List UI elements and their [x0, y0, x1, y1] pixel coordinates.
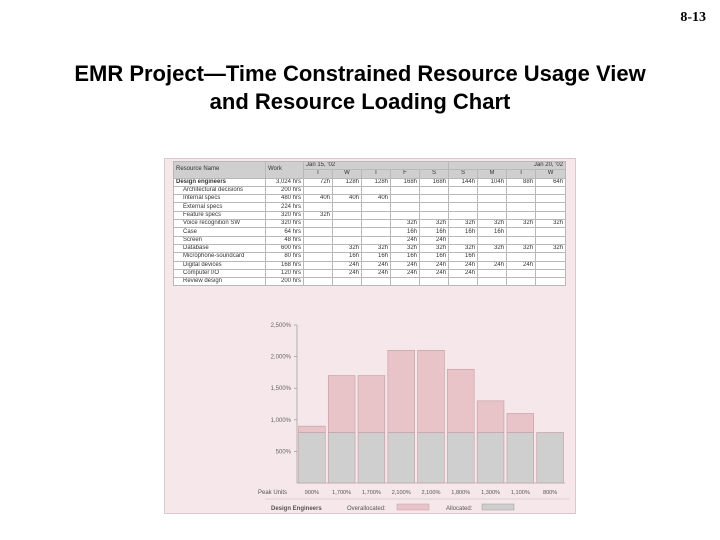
bar-overallocated: [299, 426, 326, 432]
hours-cell: [449, 211, 478, 219]
hours-cell: [304, 269, 333, 277]
resource-name-cell: Database: [174, 244, 266, 252]
work-cell: 3,024 hrs: [266, 178, 304, 186]
hours-cell: 40h: [362, 195, 391, 203]
hours-cell: 16h: [420, 228, 449, 236]
hours-cell: 32h: [449, 220, 478, 228]
resource-name-cell: Screen: [174, 236, 266, 244]
hours-cell: [391, 203, 420, 211]
hours-cell: [362, 228, 391, 236]
day-header: T: [507, 170, 536, 178]
hours-cell: [507, 269, 536, 277]
hours-cell: [449, 236, 478, 244]
hours-cell: 32h: [478, 244, 507, 252]
work-cell: 200 hrs: [266, 186, 304, 194]
resource-name-header: Resource Name: [174, 162, 266, 179]
day-header: M: [478, 170, 507, 178]
hours-cell: 24h: [333, 269, 362, 277]
table-header-row: [174, 162, 566, 170]
hours-cell: [507, 211, 536, 219]
hours-cell: [536, 228, 566, 236]
slide-number: 8-13: [680, 10, 706, 25]
title-line-1: EMR Project—Time Constrained Resource Usage View: [74, 61, 646, 86]
hours-cell: [507, 195, 536, 203]
table-row: [174, 211, 566, 219]
work-cell: 480 hrs: [266, 195, 304, 203]
bar-overallocated: [447, 369, 474, 432]
hours-cell: 32h: [507, 244, 536, 252]
hours-cell: [304, 228, 333, 236]
table-row: [174, 228, 566, 236]
bar-overallocated: [507, 413, 534, 432]
hours-cell: [478, 186, 507, 194]
hours-cell: [536, 253, 566, 261]
day-header: W: [536, 170, 566, 178]
hours-cell: [478, 203, 507, 211]
hours-cell: [507, 203, 536, 211]
hours-cell: [304, 220, 333, 228]
work-cell: 48 hrs: [266, 236, 304, 244]
bar-overallocated: [418, 350, 445, 432]
week2-header: Jan 20, '02: [449, 162, 566, 170]
resource-name-cell: Voice recognition SW: [174, 220, 266, 228]
hours-cell: 168h: [420, 178, 449, 186]
peak-unit-label: 900%: [304, 490, 320, 496]
peak-units-label: Peak Units: [257, 490, 287, 496]
peak-unit-label: 800%: [542, 490, 558, 496]
bar-overallocated: [328, 376, 355, 433]
y-tick-label: 500%: [275, 449, 291, 456]
hours-cell: 24h: [391, 236, 420, 244]
hours-cell: [478, 211, 507, 219]
hours-cell: [420, 278, 449, 286]
hours-cell: 16h: [333, 253, 362, 261]
hours-cell: 24h: [420, 236, 449, 244]
table-row: [174, 186, 566, 194]
hours-cell: [507, 186, 536, 194]
hours-cell: [536, 203, 566, 211]
bar-allocated: [447, 432, 474, 483]
hours-cell: [449, 278, 478, 286]
hours-cell: 32h: [536, 244, 566, 252]
hours-cell: [449, 203, 478, 211]
work-cell: 168 hrs: [266, 261, 304, 269]
resource-loading-chart: [165, 309, 575, 513]
hours-cell: [333, 211, 362, 219]
legend-overallocated-swatch: [397, 504, 429, 510]
hours-cell: 16h: [391, 253, 420, 261]
hours-cell: [391, 211, 420, 219]
hours-cell: [362, 186, 391, 194]
peak-unit-label: 1,700%: [332, 490, 352, 496]
bar-allocated: [328, 432, 355, 483]
hours-cell: [304, 236, 333, 244]
hours-cell: [478, 269, 507, 277]
hours-cell: 104h: [478, 178, 507, 186]
hours-cell: [536, 211, 566, 219]
hours-cell: 32h: [536, 220, 566, 228]
bar-allocated: [507, 432, 534, 483]
hours-cell: [420, 186, 449, 194]
table-row: [174, 220, 566, 228]
table-row: [174, 244, 566, 252]
hours-cell: [536, 186, 566, 194]
hours-cell: [536, 269, 566, 277]
hours-cell: 16h: [449, 253, 478, 261]
hours-cell: [362, 278, 391, 286]
hours-cell: 16h: [391, 228, 420, 236]
hours-cell: [478, 195, 507, 203]
table-row: [174, 269, 566, 277]
bar-allocated: [358, 432, 385, 483]
hours-cell: [449, 186, 478, 194]
bar-overallocated: [388, 350, 415, 432]
hours-cell: [478, 253, 507, 261]
resource-name-cell: Design engineers: [174, 178, 266, 186]
hours-cell: [420, 195, 449, 203]
work-cell: 200 hrs: [266, 278, 304, 286]
slide-title: [0, 60, 720, 116]
table-row: [174, 178, 566, 186]
hours-cell: [420, 203, 449, 211]
work-cell: 320 hrs: [266, 220, 304, 228]
resource-name-cell: External specs: [174, 203, 266, 211]
hours-cell: [333, 236, 362, 244]
hours-cell: 24h: [362, 269, 391, 277]
hours-cell: 72h: [304, 178, 333, 186]
day-header: S: [420, 170, 449, 178]
hours-cell: 24h: [420, 261, 449, 269]
hours-cell: [362, 203, 391, 211]
peak-unit-label: 1,800%: [451, 490, 471, 496]
hours-cell: 32h: [420, 244, 449, 252]
resource-name-cell: Microphone-soundcard: [174, 253, 266, 261]
hours-cell: 32h: [478, 220, 507, 228]
hours-cell: 64h: [536, 178, 566, 186]
resource-name-cell: Internal specs: [174, 195, 266, 203]
day-header: T: [304, 170, 333, 178]
resource-name-cell: Computer I/O: [174, 269, 266, 277]
hours-cell: 32h: [391, 220, 420, 228]
hours-cell: 128h: [362, 178, 391, 186]
title-line-2: and Resource Loading Chart: [209, 89, 511, 114]
day-header: F: [391, 170, 420, 178]
week1-header: Jan 15, '02: [304, 162, 449, 170]
hours-cell: 24h: [449, 269, 478, 277]
legend-allocated-swatch: [482, 504, 514, 510]
y-tick-label: 1,500%: [270, 386, 291, 393]
table-row: [174, 203, 566, 211]
hours-cell: [507, 253, 536, 261]
table-row: [174, 278, 566, 286]
hours-cell: [391, 278, 420, 286]
hours-cell: [304, 278, 333, 286]
bar-allocated: [537, 432, 564, 483]
hours-cell: 32h: [391, 244, 420, 252]
hours-cell: 16h: [362, 253, 391, 261]
hours-cell: [478, 278, 507, 286]
hours-cell: 24h: [391, 269, 420, 277]
y-tick-label: 1,000%: [270, 417, 291, 424]
hours-cell: 16h: [478, 228, 507, 236]
peak-unit-label: 2,100%: [421, 490, 441, 496]
hours-cell: 128h: [333, 178, 362, 186]
table-row: [174, 261, 566, 269]
hours-cell: 40h: [333, 195, 362, 203]
hours-cell: [304, 244, 333, 252]
hours-cell: 32h: [304, 211, 333, 219]
hours-cell: [536, 195, 566, 203]
day-header: W: [333, 170, 362, 178]
peak-unit-label: 1,100%: [510, 490, 530, 496]
hours-cell: [304, 253, 333, 261]
table-row: [174, 195, 566, 203]
hours-cell: [304, 203, 333, 211]
resource-usage-table: [173, 161, 566, 286]
hours-cell: [333, 228, 362, 236]
legend-overallocated: Overallocated:: [347, 506, 386, 512]
hours-cell: 40h: [304, 195, 333, 203]
hours-cell: [449, 195, 478, 203]
hours-cell: 32h: [449, 244, 478, 252]
y-tick-label: 2,000%: [270, 354, 291, 361]
hours-cell: [362, 211, 391, 219]
hours-cell: 24h: [507, 261, 536, 269]
hours-cell: 16h: [420, 253, 449, 261]
bar-allocated: [477, 432, 504, 483]
hours-cell: 24h: [420, 269, 449, 277]
hours-cell: [362, 236, 391, 244]
hours-cell: [478, 236, 507, 244]
hours-cell: [536, 236, 566, 244]
hours-cell: [420, 211, 449, 219]
hours-cell: [333, 203, 362, 211]
peak-unit-label: 1,300%: [481, 490, 501, 496]
table-body: [174, 178, 566, 286]
work-cell: 320 hrs: [266, 211, 304, 219]
hours-cell: [333, 278, 362, 286]
hours-cell: 24h: [362, 261, 391, 269]
hours-cell: 24h: [391, 261, 420, 269]
work-header: Work: [266, 162, 304, 179]
resource-name-cell: Case: [174, 228, 266, 236]
resource-figure: [164, 158, 576, 514]
table-row: [174, 253, 566, 261]
resource-name-cell: Digital devices: [174, 261, 266, 269]
bar-allocated: [388, 432, 415, 483]
hours-cell: 32h: [507, 220, 536, 228]
hours-cell: [536, 261, 566, 269]
hours-cell: [333, 186, 362, 194]
hours-cell: 16h: [449, 228, 478, 236]
peak-unit-label: 2,100%: [391, 490, 411, 496]
bar-overallocated: [477, 401, 504, 433]
bar-allocated: [299, 432, 326, 483]
hours-cell: [391, 195, 420, 203]
work-cell: 80 hrs: [266, 253, 304, 261]
hours-cell: [391, 186, 420, 194]
hours-cell: 32h: [362, 244, 391, 252]
hours-cell: [507, 228, 536, 236]
work-cell: 224 hrs: [266, 203, 304, 211]
hours-cell: [507, 278, 536, 286]
day-header: S: [449, 170, 478, 178]
hours-cell: [333, 220, 362, 228]
work-cell: 600 hrs: [266, 244, 304, 252]
hours-cell: 144h: [449, 178, 478, 186]
hours-cell: 32h: [420, 220, 449, 228]
hours-cell: 32h: [333, 244, 362, 252]
bar-allocated: [418, 432, 445, 483]
resource-name-cell: Architectural decisions: [174, 186, 266, 194]
hours-cell: 24h: [449, 261, 478, 269]
peak-unit-label: 1,700%: [361, 490, 381, 496]
resource-name-cell: Feature specs: [174, 211, 266, 219]
hours-cell: [536, 278, 566, 286]
hours-cell: 168h: [391, 178, 420, 186]
work-cell: 120 hrs: [266, 269, 304, 277]
y-tick-label: 2,500%: [270, 323, 291, 329]
work-cell: 64 hrs: [266, 228, 304, 236]
legend-allocated: Allocated:: [446, 506, 473, 512]
hours-cell: [304, 186, 333, 194]
hours-cell: 24h: [333, 261, 362, 269]
table-row: [174, 236, 566, 244]
resource-name-cell: Review design: [174, 278, 266, 286]
hours-cell: [304, 261, 333, 269]
day-header: T: [362, 170, 391, 178]
hours-cell: 88h: [507, 178, 536, 186]
bar-overallocated: [358, 376, 385, 433]
hours-cell: [507, 236, 536, 244]
legend-resource: Design Engineers: [271, 506, 322, 512]
hours-cell: [362, 220, 391, 228]
hours-cell: 24h: [478, 261, 507, 269]
